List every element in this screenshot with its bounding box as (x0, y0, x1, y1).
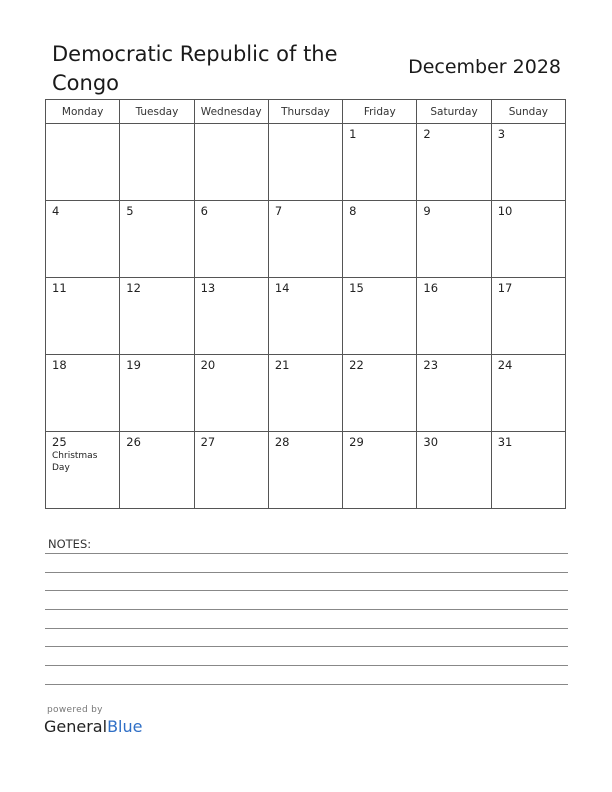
day-number: 16 (423, 281, 439, 295)
calendar-day-cell (343, 124, 417, 201)
holiday-label: Christmas Day (52, 451, 98, 473)
notes-rule-line (45, 684, 568, 685)
day-number: 4 (52, 204, 60, 218)
notes-rule-line (45, 590, 568, 591)
calendar-day-cell (491, 432, 565, 509)
calendar-day-cell (343, 278, 417, 355)
calendar-week-row (46, 432, 566, 509)
day-number: 27 (200, 435, 216, 449)
calendar-day-cell (343, 432, 417, 509)
weekday-header: Saturday (417, 100, 491, 124)
weekday-header: Friday (343, 100, 417, 124)
calendar-day-cell (268, 201, 342, 278)
day-number: 8 (349, 204, 357, 218)
calendar-day-cell (46, 124, 120, 201)
notes-rule-line (45, 553, 568, 554)
weekday-header: Wednesday (194, 100, 268, 124)
calendar-day-cell (194, 124, 268, 201)
calendar-day-cell (194, 432, 268, 509)
day-number: 30 (423, 435, 439, 449)
day-number: 5 (126, 204, 134, 218)
calendar-day-cell (268, 278, 342, 355)
calendar-day-cell (120, 355, 194, 432)
calendar-week-row (46, 124, 566, 201)
calendar-body (46, 124, 566, 509)
calendar-day-cell (417, 355, 491, 432)
notes-label: NOTES: (48, 537, 92, 551)
calendar-day-cell (268, 432, 342, 509)
day-number: 14 (274, 281, 290, 295)
calendar-day-cell (120, 201, 194, 278)
day-number: 20 (200, 358, 216, 372)
day-number: 9 (423, 204, 431, 218)
day-number: 26 (126, 435, 141, 449)
weekday-header: Thursday (268, 100, 342, 124)
day-number: 24 (497, 358, 513, 372)
day-number: 1 (349, 127, 357, 141)
day-number: 29 (349, 435, 364, 449)
day-number: 28 (274, 435, 290, 449)
day-number: 25 (52, 435, 67, 449)
weekday-header: Monday (46, 100, 120, 124)
weekday-header: Tuesday (120, 100, 194, 124)
calendar-week-row (46, 355, 566, 432)
country-title: Democratic Republic of the Congo (52, 42, 338, 95)
calendar-day-cell (417, 201, 491, 278)
calendar-day-cell (120, 124, 194, 201)
calendar-day-cell (194, 355, 268, 432)
day-number: 2 (423, 127, 431, 141)
powered-by-label: powered by (47, 705, 103, 715)
weekday-header-row (46, 100, 566, 124)
day-number: 3 (497, 127, 506, 141)
calendar-day-cell (268, 124, 342, 201)
day-number: 22 (349, 358, 364, 372)
day-number: 10 (497, 204, 513, 218)
calendar-day-cell (343, 355, 417, 432)
calendar-day-cell (417, 278, 491, 355)
logo-blue-text: Blue (107, 717, 143, 736)
calendar-day-cell (194, 201, 268, 278)
calendar-day-cell (417, 124, 491, 201)
calendar-day-cell (268, 355, 342, 432)
calendar-day-cell (46, 432, 120, 509)
calendar-day-cell (46, 355, 120, 432)
calendar-day-cell (194, 278, 268, 355)
notes-rule-line (45, 646, 568, 647)
weekday-header: Sunday (491, 100, 565, 124)
day-number: 19 (126, 358, 141, 372)
calendar-day-cell (491, 355, 565, 432)
calendar-day-cell (343, 201, 417, 278)
day-number: 21 (274, 358, 290, 372)
calendar-grid (45, 99, 566, 509)
day-number: 17 (497, 281, 513, 295)
calendar-day-cell (491, 124, 565, 201)
notes-rule-line (45, 665, 568, 666)
day-number: 6 (200, 204, 208, 218)
calendar-day-cell (46, 278, 120, 355)
day-number: 11 (52, 281, 67, 295)
month-year-title: December 2028 (408, 56, 561, 78)
calendar-day-cell (46, 201, 120, 278)
calendar-day-cell (120, 432, 194, 509)
calendar-day-cell (417, 432, 491, 509)
notes-rule-line (45, 628, 568, 629)
notes-rule-line (45, 609, 568, 610)
day-number: 23 (423, 358, 439, 372)
calendar-day-cell (491, 201, 565, 278)
calendar-week-row (46, 278, 566, 355)
day-number: 7 (274, 204, 283, 218)
logo-general-text: General (44, 717, 108, 736)
day-number: 15 (349, 281, 364, 295)
day-number: 31 (497, 435, 513, 449)
notes-rule-line (45, 572, 568, 573)
calendar-day-cell (491, 278, 565, 355)
calendar-week-row (46, 201, 566, 278)
day-number: 12 (126, 281, 141, 295)
day-number: 13 (200, 281, 216, 295)
day-number: 18 (52, 358, 67, 372)
generalblue-logo (44, 717, 142, 736)
calendar-day-cell (120, 278, 194, 355)
